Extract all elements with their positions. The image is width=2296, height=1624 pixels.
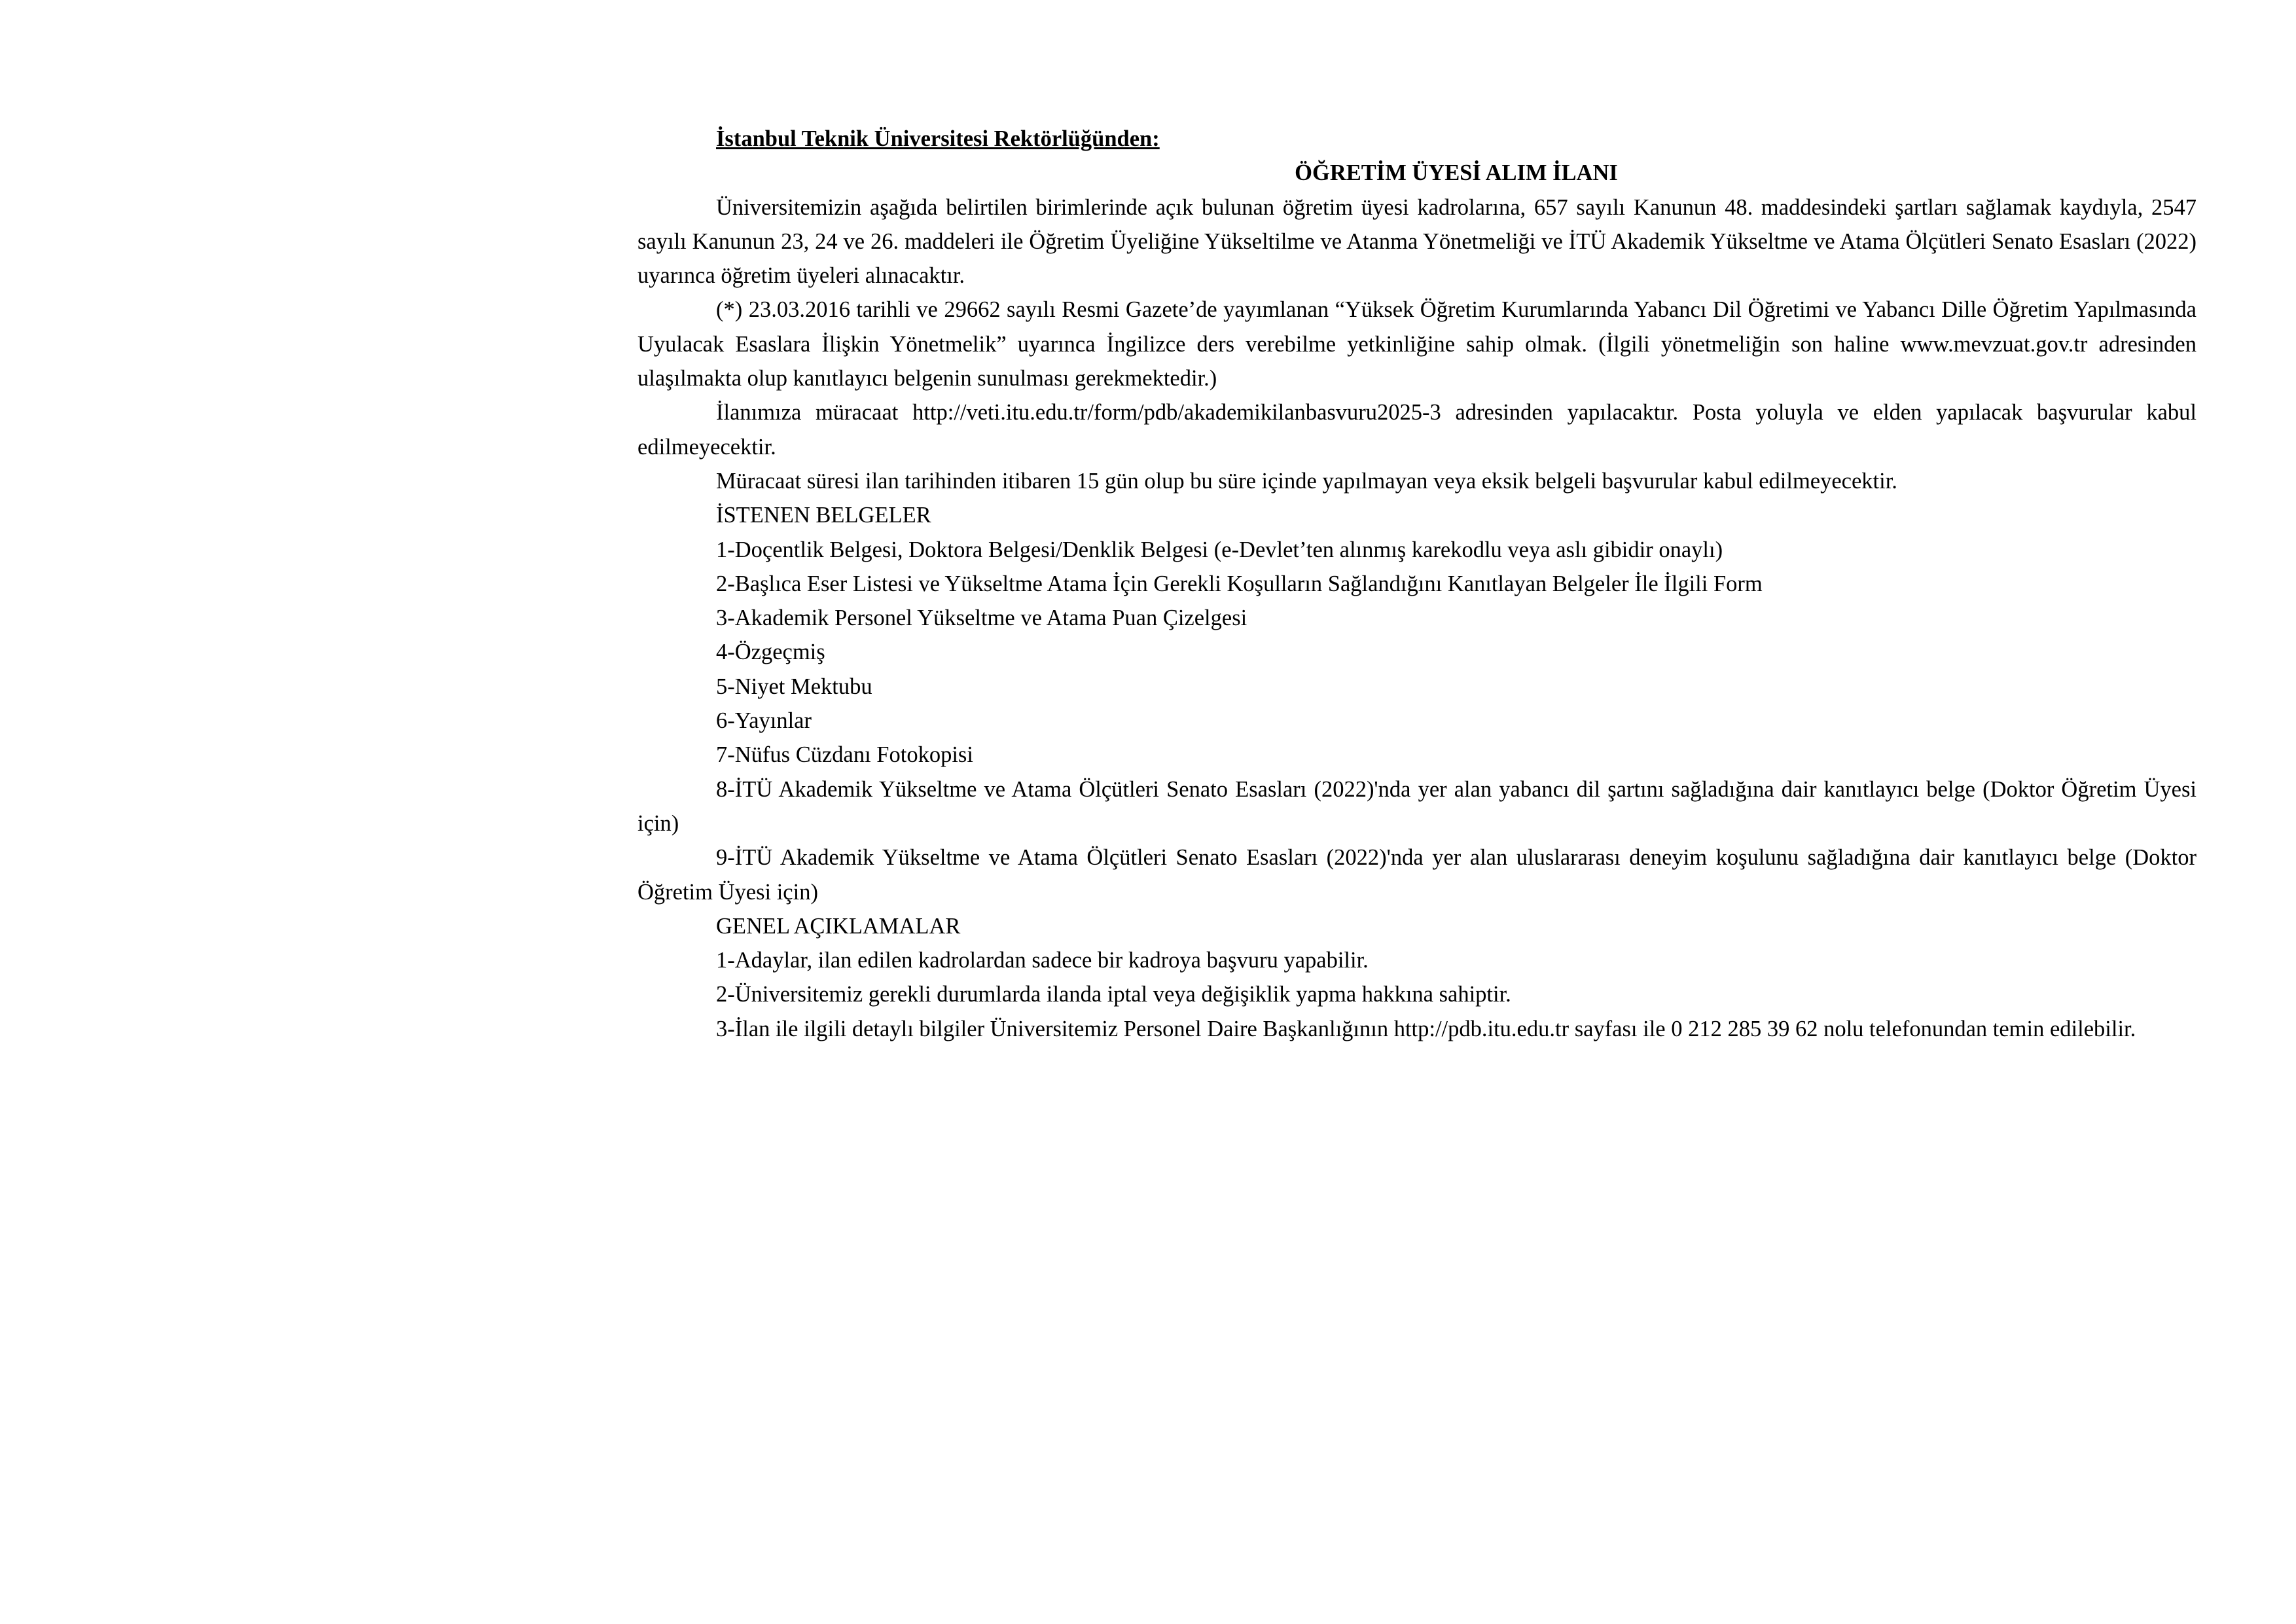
- general-item-3: 3-İlan ile ilgili detaylı bilgiler Üniversitemiz Personel Daire Başkanlığının http://pdb.itu.edu.tr sayfası ile 0 212 285 39 62 nolu telefonundan temin edilebilir.: [716, 1016, 2136, 1041]
- language-requirement-note: (*) 23.03.2016 tarihli ve 29662 sayılı Resmi Gazete’de yayımlanan “Yüksek Öğretim Kurumlarında Yabancı Dil Öğretimi ve Yabancı Dille Öğretim Yapılmasında Uyulacak Esaslara İlişkin Yönetmelik” uyarınca İngilizce ders verebilme yetkinliğine sahip olmak. (İlgili yönetmeliğin son haline www.mevzuat.gov.tr adresinden ulaşılmakta olup kanıtlayıcı belgenin sunulması gerekmektedir.): [637, 297, 2197, 391]
- document-item-7: 7-Nüfus Cüzdanı Fotokopisi: [716, 742, 973, 768]
- deadline-paragraph: Müracaat süresi ilan tarihinden itibaren 15 gün olup bu süre içinde yapılmayan veya eksik belgeli başvurular kabul edilmeyecektir.: [716, 468, 1897, 494]
- document-item-5: 5-Niyet Mektubu: [716, 674, 872, 699]
- documents-heading: İSTENEN BELGELER: [716, 503, 931, 528]
- document-item-4: 4-Özgeçmiş: [716, 640, 825, 665]
- document-item-1: 1-Doçentlik Belgesi, Doktora Belgesi/Denklik Belgesi (e-Devlet’ten alınmış karekodlu veya aslı gibidir onaylı): [716, 537, 1723, 562]
- announcement-title: ÖĞRETİM ÜYESİ ALIM İLANI: [1295, 160, 1618, 186]
- application-paragraph: İlanımıza müracaat http://veti.itu.edu.tr/form/pdb/akademikilanbasvuru2025-3 adresinden yapılacaktır. Posta yoluyla ve elden yapılacak başvurular kabul edilmeyecektir.: [637, 400, 2197, 460]
- announcement-document: [637, 122, 2197, 1046]
- document-item-3: 3-Akademik Personel Yükseltme ve Atama Puan Çizelgesi: [716, 605, 1247, 631]
- general-item-1: 1-Adaylar, ilan edilen kadrolardan sadece bir kadroya başvuru yapabilir.: [716, 948, 1369, 973]
- general-item-2: 2-Üniversitemiz gerekli durumlarda ilanda iptal veya değişiklik yapma hakkına sahiptir.: [716, 982, 1511, 1007]
- issuer-heading: İstanbul Teknik Üniversitesi Rektörlüğünden:: [716, 126, 1160, 151]
- intro-paragraph: Üniversitemizin aşağıda belirtilen birimlerinde açık bulunan öğretim üyesi kadrolarına, 657 sayılı Kanunun 48. maddesindeki şartları sağlamak kaydıyla, 2547 sayılı Kanunun 23, 24 ve 26. maddeleri ile Öğretim Üyeliğine Yükseltilme ve Atanma Yönetmeliği ve İTÜ Akademik Yükseltme ve Atama Ölçütleri Senato Esasları (2022) uyarınca öğretim üyeleri alınacaktır.: [637, 194, 2197, 289]
- document-item-2: 2-Başlıca Eser Listesi ve Yükseltme Atama İçin Gerekli Koşulların Sağlandığını Kanıtlayan Belgeler İle İlgili Form: [716, 571, 1763, 596]
- document-item-8: 8-İTÜ Akademik Yükseltme ve Atama Ölçütleri Senato Esasları (2022)'nda yer alan yabancı dil şartını sağladığına dair kanıtlayıcı belge (Doktor Öğretim Üyesi için): [637, 776, 2197, 836]
- general-heading: GENEL AÇIKLAMALAR: [716, 913, 961, 939]
- document-item-6: 6-Yayınlar: [716, 708, 812, 734]
- document-item-9: 9-İTÜ Akademik Yükseltme ve Atama Ölçütleri Senato Esasları (2022)'nda yer alan uluslararası deneyim koşulunu sağladığına dair kanıtlayıcı belge (Doktor Öğretim Üyesi için): [637, 845, 2197, 905]
